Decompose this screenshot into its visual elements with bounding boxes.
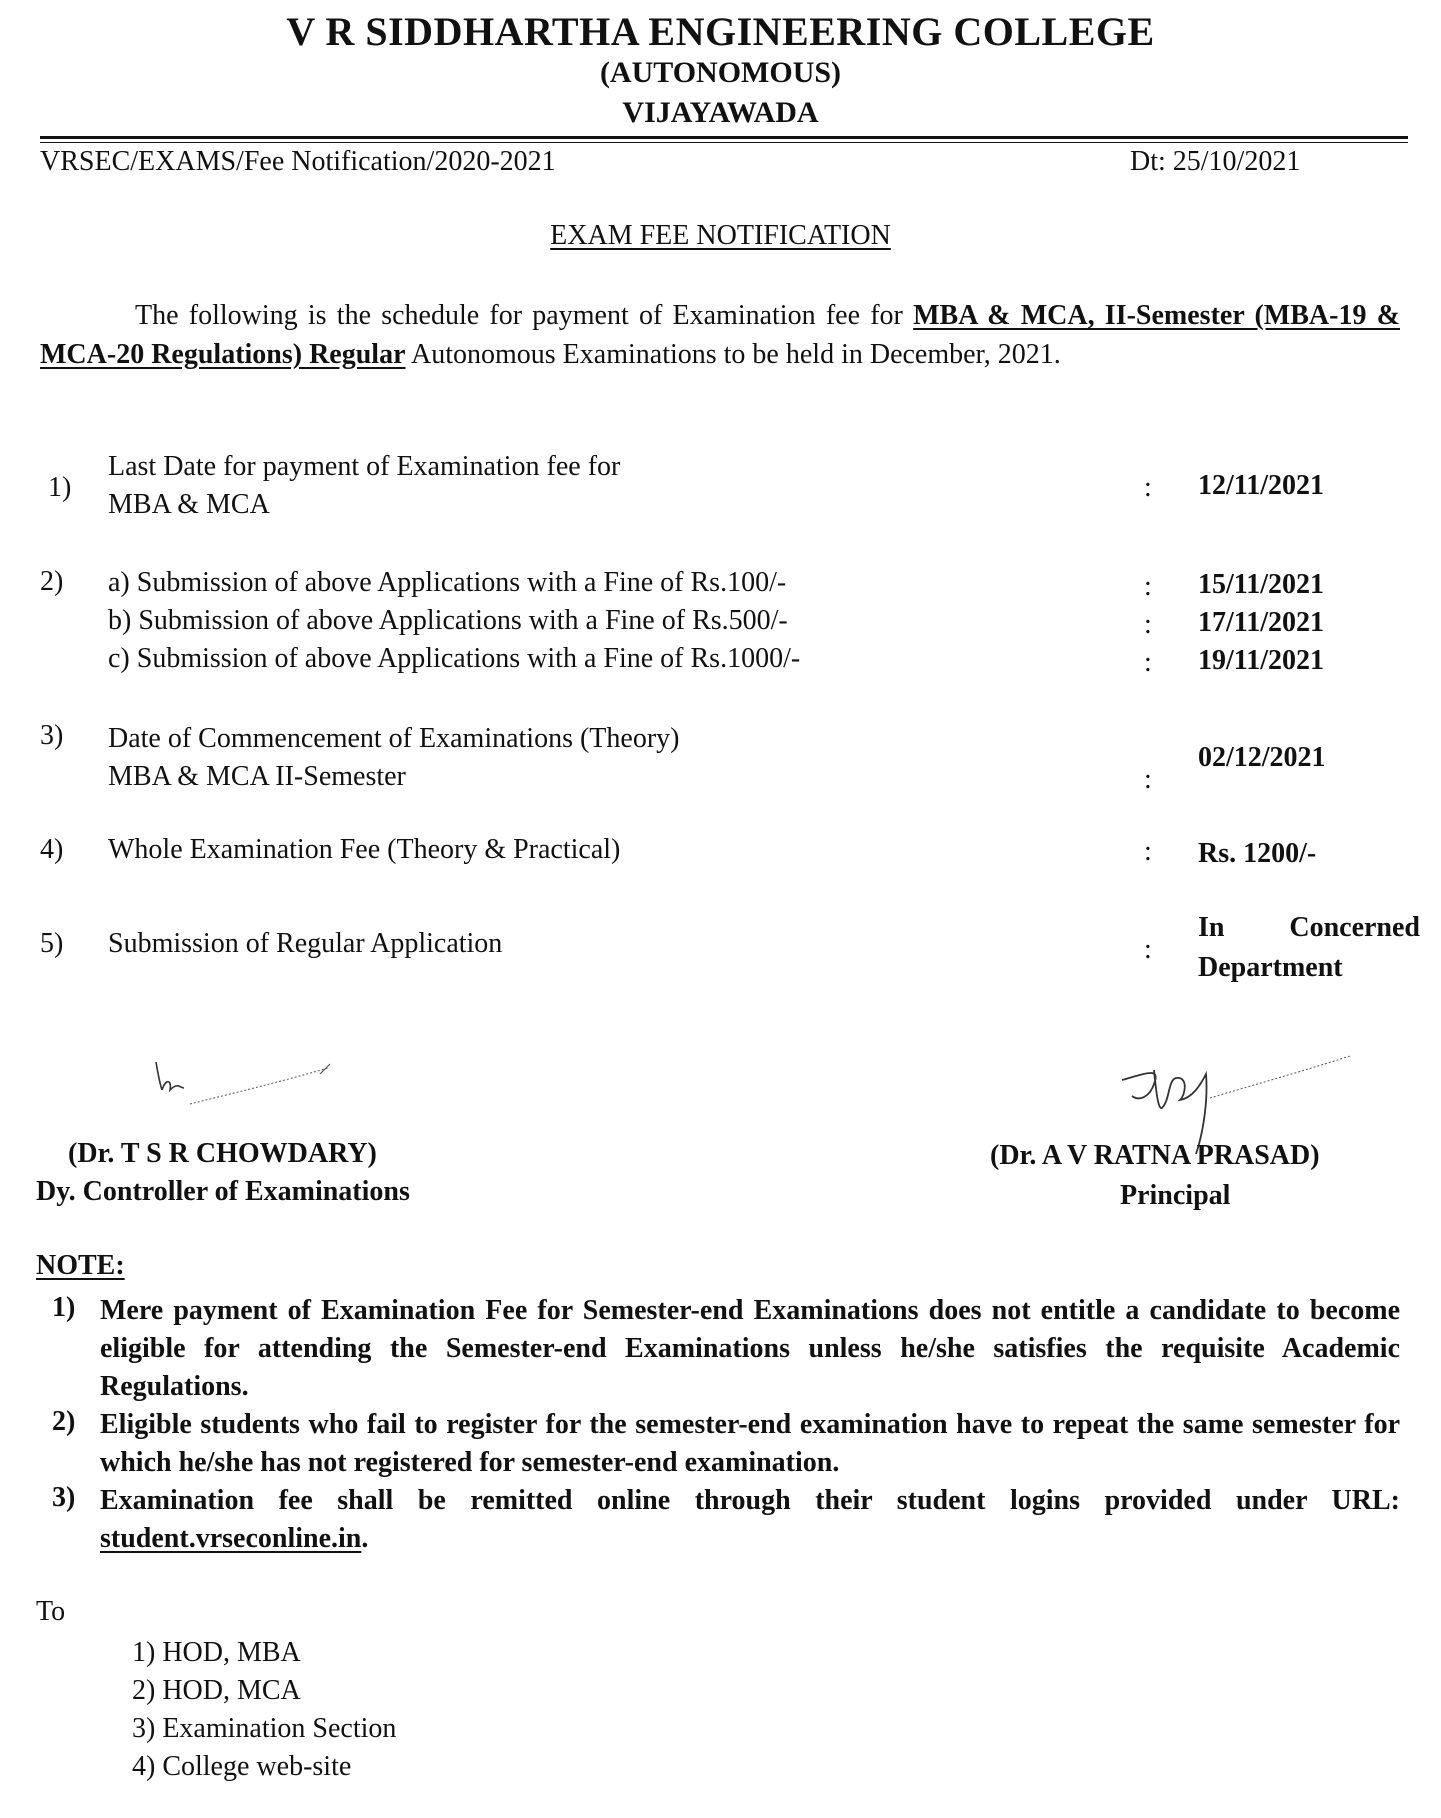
schedule-num-3: 3): [40, 720, 64, 751]
schedule-item-5: Submission of Regular Application: [108, 928, 503, 959]
schedule-value-5: [1198, 908, 1420, 988]
recipients-list: [132, 1634, 396, 1786]
right-signatory-title: Principal: [1120, 1180, 1231, 1211]
schedule-value-3: 02/12/2021: [1198, 742, 1326, 773]
colon: :: [1144, 571, 1152, 602]
note-item-3-tail: .: [361, 1523, 369, 1554]
reference-number: VRSEC/EXAMS/Fee Notification/2020-2021: [40, 146, 556, 177]
student-portal-link[interactable]: student.vrseconline.in: [100, 1523, 362, 1554]
header-rule-thin: [40, 142, 1408, 143]
colon: :: [1144, 609, 1152, 640]
intro-part1: The following is the schedule for payment of Examination fee for: [135, 300, 903, 331]
colon: :: [1144, 836, 1152, 867]
schedule-value-1: 12/11/2021: [1198, 470, 1325, 501]
schedule-num-5: 5): [40, 928, 64, 959]
schedule-line: MBA & MCA II-Semester: [108, 761, 406, 792]
schedule-num-2: 2): [40, 566, 64, 597]
schedule-line: MBA & MCA: [108, 489, 270, 520]
city-label: VIJAYAWADA: [622, 96, 819, 129]
colon: :: [1144, 647, 1152, 678]
schedule-value: 15/11/2021: [1198, 569, 1325, 600]
page-title: [0, 220, 1441, 252]
note-heading: NOTE:: [36, 1250, 125, 1281]
schedule-line: Last Date for payment of Examination fee for: [108, 451, 621, 482]
colon-group: [1144, 568, 1152, 682]
schedule-item-3: [108, 720, 679, 796]
schedule-value-4: Rs. 1200/-: [1198, 838, 1317, 869]
recipient-item: 1) HOD, MBA: [132, 1637, 301, 1668]
left-signature-image: [150, 1052, 350, 1117]
schedule-value-word: In: [1198, 912, 1225, 943]
recipient-item: 2) HOD, MCA: [132, 1675, 301, 1706]
schedule-value-line: Department: [1198, 952, 1343, 983]
right-signatory-name: (Dr. A V RATNA PRASAD): [990, 1140, 1320, 1171]
intro-paragraph: [40, 296, 1400, 374]
note-item-3: [100, 1482, 1400, 1558]
left-signatory-title: Dy. Controller of Examinations: [36, 1176, 410, 1207]
page-title-text: EXAM FEE NOTIFICATION: [550, 220, 891, 251]
schedule-item-1: [108, 448, 620, 524]
intro-part3: Autonomous Examinations to be held in December, 2021.: [411, 339, 1061, 370]
note-num-1: 1): [52, 1292, 76, 1323]
schedule-line: b) Submission of above Applications with a Fine of Rs.500/-: [108, 605, 788, 636]
notification-date: Dt: 25/10/2021: [1130, 146, 1301, 177]
recipient-item: 4) College web-site: [132, 1751, 352, 1782]
intro-underlined: MBA & MCA, II-Semester (MBA-19 & MCA-20 Regulations) Regular: [40, 300, 1401, 370]
recipients-to: To: [36, 1596, 66, 1627]
left-signature-icon: [150, 1052, 350, 1112]
schedule-line: Date of Commencement of Examinations (Theory): [108, 723, 680, 754]
schedule-values-2: [1198, 566, 1324, 680]
left-signatory-name: (Dr. T S R CHOWDARY): [68, 1138, 377, 1169]
schedule-item-2: [108, 564, 800, 678]
note-item-1: Mere payment of Examination Fee for Semester-end Examinations does not entitle a candidate to become eligible for attending the Semester-end Examinations unless he/she satisfies the requisite Academic Regulations.: [100, 1295, 1400, 1402]
schedule-item-4: Whole Examination Fee (Theory & Practical): [108, 834, 621, 865]
colon: :: [1144, 764, 1152, 795]
note-item-3-text: Examination fee shall be remitted online through their student logins provided under URL:: [100, 1485, 1400, 1516]
schedule-line: a) Submission of above Applications with a Fine of Rs.100/-: [108, 567, 787, 598]
colon: :: [1144, 934, 1152, 965]
colon: :: [1144, 472, 1152, 503]
note-num-3: 3): [52, 1482, 76, 1513]
note-item-2: Eligible students who fail to register for the semester-end examination have to repeat the same semester for which he/she has not registered for semester-end examination.: [100, 1409, 1400, 1478]
header-rule: [40, 136, 1408, 139]
schedule-line: c) Submission of above Applications with a Fine of Rs.1000/-: [108, 643, 801, 674]
schedule-value-line: [1198, 908, 1420, 948]
college-name: V R SIDDHARTHA ENGINEERING COLLEGE: [286, 9, 1155, 54]
schedule-value: 19/11/2021: [1198, 645, 1325, 676]
recipient-item: 3) Examination Section: [132, 1713, 397, 1744]
schedule-value: 17/11/2021: [1198, 607, 1325, 638]
note-num-2: 2): [52, 1406, 76, 1437]
autonomous-label: (AUTONOMOUS): [599, 56, 842, 89]
schedule-value-word: Concerned: [1289, 912, 1420, 943]
schedule-num-4: 4): [40, 834, 64, 865]
schedule-num-1: 1): [48, 472, 72, 503]
